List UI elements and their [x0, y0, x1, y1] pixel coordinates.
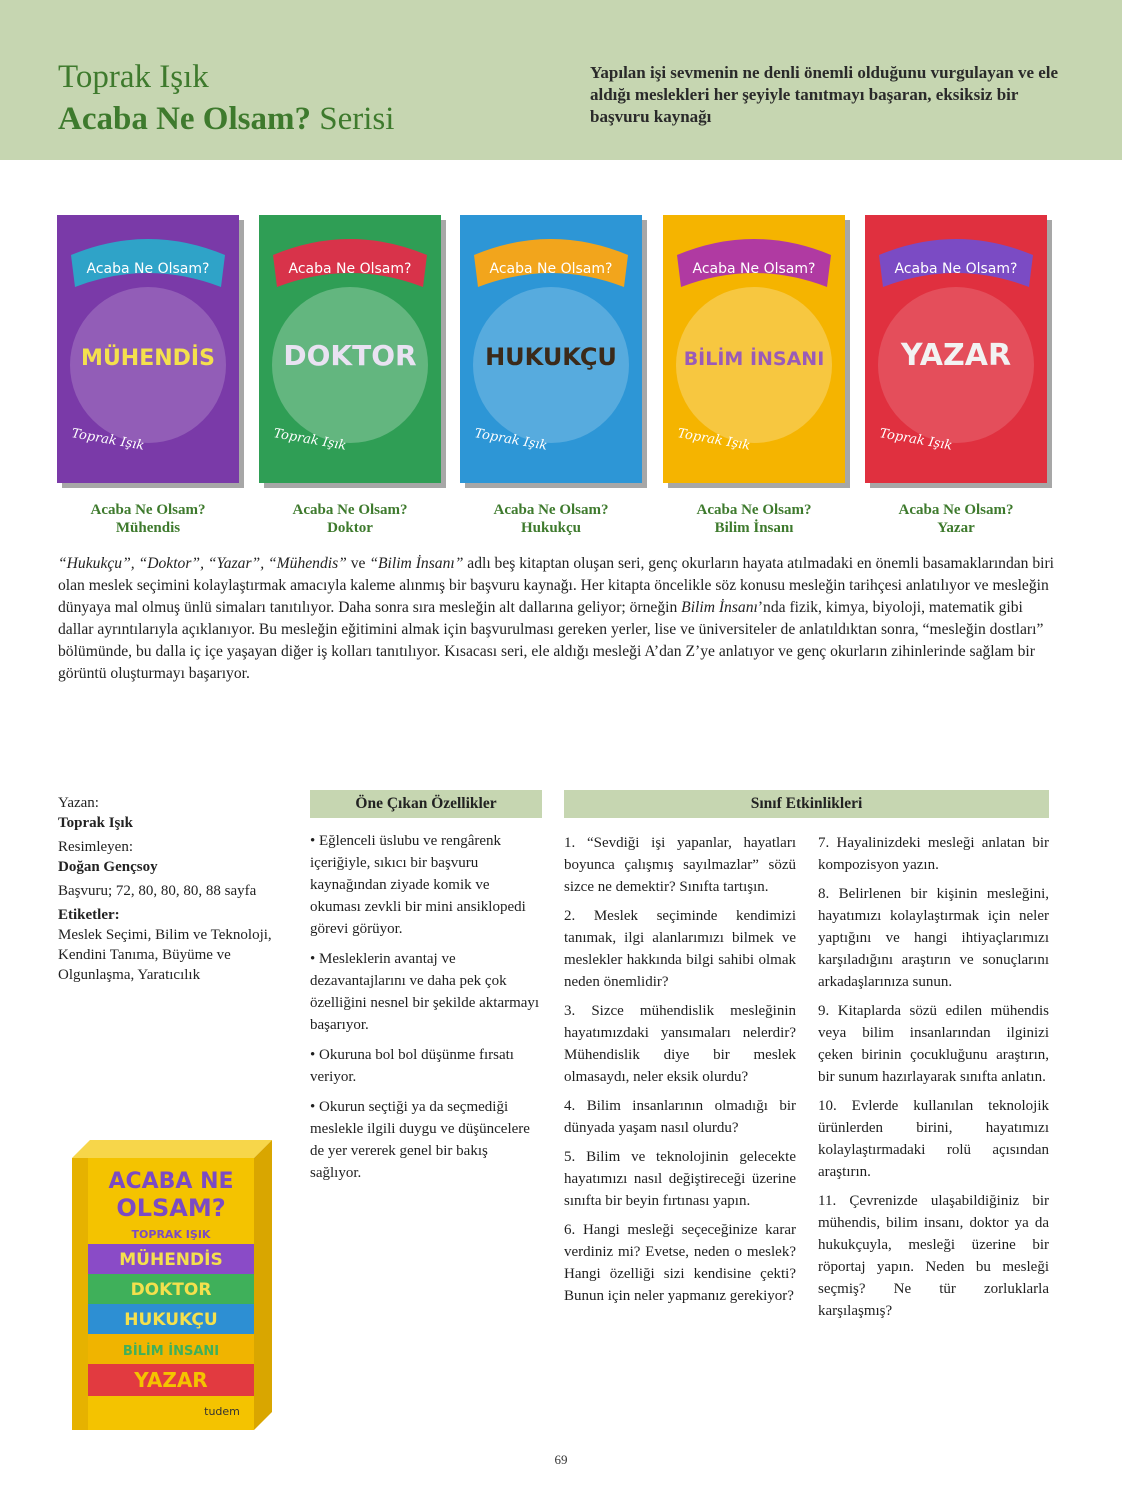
cover-word: DOKTOR: [283, 339, 417, 372]
caption-series: Acaba Ne Olsam?: [90, 502, 206, 518]
cover-author: Toprak Işık: [272, 426, 348, 454]
boxset-author: TOPRAK IŞIK: [131, 1228, 211, 1241]
caption-title: Yazar: [937, 520, 975, 536]
cover-word: MÜHENDİS: [81, 346, 215, 371]
features-list: [310, 830, 542, 1192]
caption-title: Mühendis: [115, 520, 181, 536]
book-yazar: [865, 215, 1047, 536]
intro-text-b: ’nda fizik, kimya, biyoloji, matematik gibi dallar ayrıntılarıyla açıklanıyor. Bu mesleğin eğitimini almak için başvurulması gereken yerler, lise ve üniversiteler de anlatıldıktan sonra, “mesleğin dostları” bölümünde, bu dalla iç içe yaşayan diğer iş kolları tanıtılıyor. Kısacası seri, ele aldığı mesleği A’dan Z’ye anlatıyor ve genç okurların zihinlerinde sağlam bir görüntü oluşturmayı başarıyor.: [58, 599, 1044, 682]
cover-title: Acaba Ne Olsam?: [288, 261, 412, 277]
cover-word: BİLİM İNSANI: [683, 348, 825, 370]
book-covers: [0, 215, 1122, 545]
activity-item: 2. Meslek seçiminde kendimizi tanımak, ilgi alanlarımızı bilmek ve meslekler hakkında bilgi sahibi olmak neden önemlidir?: [564, 908, 796, 990]
cover-title: Acaba Ne Olsam?: [894, 261, 1018, 277]
cover-word: YAZAR: [900, 338, 1012, 373]
author-label: Yazan:: [58, 795, 99, 811]
book-cover: [663, 215, 845, 483]
activity-item: 4. Bilim insanlarının olmadığı bir dünyada yaşam nasıl olurdu?: [564, 1098, 796, 1136]
activity-item: 8. Belirlenen bir kişinin mesleğini, hayatımızı kolaylaştırmak için neler yaptığını ve hangi ihtiyaçlarımızı karşıladığını araştırın ve sonuçlarını arkadaşlarınıza sunun.: [818, 886, 1049, 990]
book-caption: [856, 501, 1056, 537]
feature-item: • Mesleklerin avantaj ve dezavantajlarını ve daha pek çok özelliğini nesnel bir şekilde aktarmayı başarıyor.: [310, 951, 540, 1033]
book-cover: [460, 215, 642, 483]
tagline: Yapılan işi sevmenin ne denli önemli olduğunu vurgulayan ve ele aldığı meslekleri her şeyiyle tanıtmayı başaran, eksiksiz bir başvuru kaynağı: [590, 63, 1059, 126]
illustrator-name: Doğan Gençsoy: [58, 859, 158, 875]
activity-item: 6. Hangi mesleği seçeceğinize karar verdiniz mi? Evetse, neden o meslek? Hangi özelliği sizi kendisine çekti? Bunun için neler yapmanız gerekiyor?: [564, 1222, 796, 1304]
intro-text-a: adlı beş kitaptan oluşan seri, genç okurların hayata atılmadaki en önemli basamaklarından biri olan meslek seçimini kolaylaştırmak amacıyla kaleme alınmış bir başvuru kaynağı. Her kitapta öncelikle söz konusu mesleğin tarihçesi anlatılıyor ve mesleğin dünyaya mal olmuş ünlü simaları tanıtılıyor. Daha sonra sıra mesleğin alt dallarına geliyor; örneğin: [58, 555, 1055, 616]
activities-right-column: [818, 832, 1049, 1329]
activity-item: 3. Sizce mühendislik mesleğinin hayatımızdaki yansımaları nelerdir? Mühendislik diye bir meslek olmasaydı, neler eksik olurdu?: [564, 1003, 796, 1085]
boxset-band-label-2: DOKTOR: [130, 1280, 212, 1300]
intro-paragraph: [58, 553, 1058, 685]
feature-item: • Okurun seçtiği ya da seçmediği meslekle ilgili duygu ve düşüncelere de yer vererek genel bir bakış sağlıyor.: [310, 1099, 530, 1181]
series-title-rest: Serisi: [310, 101, 395, 137]
series-title: [58, 100, 394, 138]
author-name: Toprak Işık: [58, 815, 133, 831]
cover-word: HUKUKÇU: [485, 343, 617, 371]
intro-title-bilim: “Bilim İnsanı”: [369, 555, 464, 572]
intro-titles: “Hukukçu”, “Doktor”, “Yazar”, “Mühendis”: [58, 555, 347, 572]
caption-series: Acaba Ne Olsam?: [696, 502, 812, 518]
activities-heading: Sınıf Etkinlikleri: [564, 790, 1049, 818]
book-muhendis: [57, 215, 239, 536]
book-cover: [259, 215, 441, 483]
page-number: 69: [554, 1452, 568, 1467]
caption-series: Acaba Ne Olsam?: [898, 502, 1014, 518]
book-hukukcu: [460, 215, 642, 536]
boxset-publisher: tudem: [204, 1405, 240, 1418]
book-caption: [250, 501, 450, 537]
boxset-band-label-4: BİLİM İNSANI: [122, 1344, 220, 1359]
boxset-image: [72, 1140, 272, 1430]
book-cover: [865, 215, 1047, 483]
book-caption: [48, 501, 248, 537]
cover-author: Toprak Işık: [70, 426, 146, 454]
series-title-bold: Acaba Ne Olsam?: [58, 101, 311, 137]
boxset-illustration: [72, 1140, 272, 1430]
boxset-title-2: OLSAM?: [116, 1194, 226, 1222]
boxset-band-label-3: HUKUKÇU: [124, 1310, 218, 1330]
feature-item: • Okuruna bol bol düşünme fırsatı veriyor.: [310, 1047, 514, 1085]
activity-item: 5. Bilim ve teknolojinin gelecekte hayatımızı nasıl değiştireceği üzerine sınıfta bir beyin fırtınası yapın.: [564, 1149, 796, 1209]
book-bilim-insani: [663, 215, 845, 536]
caption-title: Doktor: [327, 520, 373, 536]
caption-series: Acaba Ne Olsam?: [292, 502, 408, 518]
boxset-band-label-1: MÜHENDİS: [119, 1250, 223, 1270]
cover-author: Toprak Işık: [473, 426, 549, 454]
boxset-title-1: ACABA NE: [108, 1169, 234, 1194]
cover-title: Acaba Ne Olsam?: [489, 261, 613, 277]
cover-author: Toprak Işık: [878, 426, 954, 454]
intro-connector: ve: [346, 555, 370, 572]
features-heading: Öne Çıkan Özellikler: [310, 790, 542, 818]
activity-item: 7. Hayalinizdeki mesleği anlatan bir kompozisyon yazın.: [818, 835, 1049, 873]
caption-title: Hukukçu: [520, 520, 582, 536]
intro-title-italic: Bilim İnsanı: [681, 599, 758, 616]
activity-item: 1. “Sevdiği işi yapanlar, hayatları boyunca çalışmış sayılmazlar” sözü sizce ne demektir? Sınıfta tartışın.: [564, 835, 796, 895]
activity-item: 10. Evlerde kullanılan teknolojik ürünlerden birini, hayatımızı kolaylaştırmadaki rolü açısından araştırın.: [818, 1098, 1049, 1180]
cover-title: Acaba Ne Olsam?: [692, 261, 816, 277]
activities-left-column: [564, 832, 796, 1314]
book-caption: [654, 501, 854, 537]
page-counts: Başvuru; 72, 80, 80, 80, 88 sayfa: [58, 883, 257, 899]
cover-title: Acaba Ne Olsam?: [86, 261, 210, 277]
book-caption: [451, 501, 651, 537]
activity-item: 9. Kitaplarda sözü edilen mühendis veya bilim insanlarından ilginizi çeken birinin çocukluğunu araştırın, bir sunum hazırlayarak sınıfta anlatın.: [818, 1003, 1049, 1085]
tags-list: Meslek Seçimi, Bilim ve Teknoloji, Kendini Tanıma, Büyüme ve Olgunlaşma, Yaratıcılık: [58, 927, 272, 983]
book-doktor: [259, 215, 441, 536]
caption-series: Acaba Ne Olsam?: [493, 502, 609, 518]
cover-author: Toprak Işık: [676, 426, 752, 454]
tags-label: Etiketler:: [58, 907, 120, 923]
illustrator-label: Resimleyen:: [58, 839, 133, 855]
feature-item: • Eğlenceli üslubu ve rengârenk içeriğiyle, sıkıcı bir başvuru kaynağından ziyade komik ve okuması zevkli bir mini ansiklopedi görevi görüyor.: [310, 833, 526, 937]
boxset-band-label-5: YAZAR: [134, 1368, 208, 1392]
book-cover: [57, 215, 239, 483]
author-title: Toprak Işık: [58, 59, 209, 95]
book-meta: [58, 793, 298, 989]
activity-item: 11. Çevrenizde ulaşabildiğiniz bir mühendis, bilim insanı, doktor ya da hukukçuyla, mesleği üzerine bir röportaj yapın. Neden bu mesleği seçmiş? Ne tür zorluklarla karşılaşmış?: [818, 1193, 1049, 1319]
caption-title: Bilim İnsanı: [714, 520, 794, 536]
